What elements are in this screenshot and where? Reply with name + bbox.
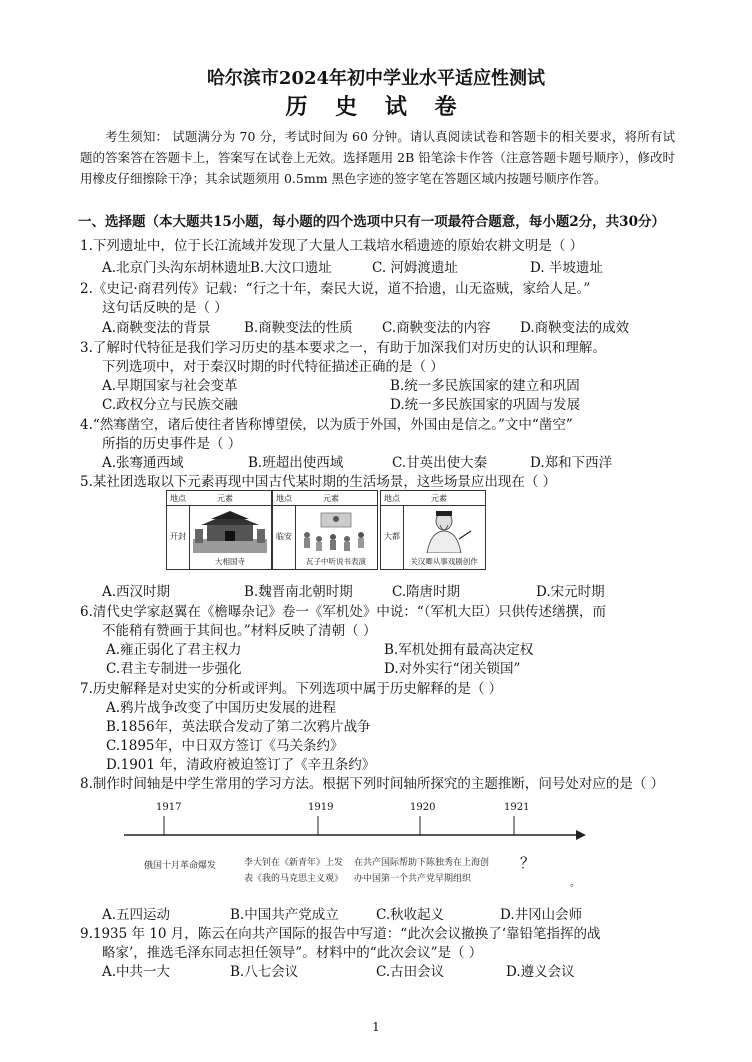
- q4-option-c: C.甘英出使大秦: [392, 455, 488, 471]
- panel-place: 大都: [384, 532, 400, 541]
- timeline-event-1920-line1: 在共产国际帮助下陈独秀在上海创: [354, 858, 490, 868]
- q9-option-c: C.古田会议: [376, 964, 445, 980]
- timeline-year-1917: 1917: [156, 802, 182, 813]
- page-number: 1: [372, 1020, 380, 1034]
- panel-place-label: 地点: [384, 494, 400, 503]
- panel-element-label: 元素: [217, 494, 233, 503]
- q8-option-a: A.五四运动: [102, 907, 171, 923]
- panel-place-label: 地点: [276, 494, 292, 503]
- exam-subtitle: 历 史 试 卷: [285, 94, 467, 120]
- q2-stem-line2: 这句话反映的是（ ）: [102, 300, 228, 316]
- q5-option-d: D.宋元时期: [536, 584, 605, 600]
- timeline-event-1917: 俄国十月革命爆发: [144, 861, 217, 871]
- q9-option-b: B.八七会议: [230, 964, 299, 980]
- q2-stem-line1: 2.《史记·商君列传》记载：“行之十年，秦民大说，道不拾遗，山无盗贼，家给人足。”: [80, 281, 591, 297]
- q3-option-b: B.统一多民族国家的建立和巩固: [390, 378, 580, 394]
- q7-option-a: A.鸦片战争改变了中国历史发展的进程: [106, 700, 337, 716]
- panel-place: 开封: [170, 532, 186, 541]
- q3-stem-line2: 下列选项中，对于秦汉时期的时代特征描述正确的是（ ）: [102, 359, 444, 375]
- q8-timeline: [118, 800, 588, 895]
- q1-stem: 1.下列遗址中，位于长江流域并发现了大量人工栽培水稻遗迹的原始农耕文明是（ ）: [80, 238, 584, 254]
- q3-option-c: C.政权分立与民族交融: [102, 397, 238, 413]
- q4-option-b: B.班超出使西域: [248, 455, 344, 471]
- q7-option-b: B.1856年，英法联合发动了第二次鸦片战争: [106, 719, 371, 735]
- timeline-year-1921: 1921: [504, 802, 530, 813]
- timeline-year-1920: 1920: [410, 802, 436, 813]
- q5-panel-linan: [272, 490, 378, 570]
- q9-option-d: D.遵义会议: [506, 964, 575, 980]
- q6-option-c: C.君主专制进一步强化: [106, 661, 242, 677]
- q5-option-c: C.隋唐时期: [392, 584, 461, 600]
- timeline-event-1920-line2: 办中国第一个共产党早期组织: [354, 874, 472, 884]
- q8-option-b: B.中国共产党成立: [230, 907, 339, 923]
- guan-hanqing-image: [407, 509, 481, 553]
- panel-caption: 瓦子中听说书表演: [306, 557, 366, 566]
- q1-option-b: B.大汶口遗址: [250, 260, 332, 276]
- q4-stem-line1: 4.“然骞凿空，诸后使往者皆称博望侯，以为质于外国，外国由是信之。”文中“凿空”: [80, 417, 573, 433]
- timeline-event-1919-line1: 李大钊在《新青年》上发: [244, 858, 344, 868]
- q9-option-a: A.中共一大: [102, 964, 171, 980]
- q9-stem-line2: 略家’，推选毛泽东同志担任领导”。材料中的“此次会议”是（ ）: [102, 945, 483, 961]
- exam-notice: 考生须知： 试题满分为 70 分，考试时间为 60 分钟。请认真阅读试卷和答题卡的相关要求，将所有试题的答案答在答题卡上，答案写在试卷上无效。选择题用 2B 铅笔涂卡作答（注意答题卡题号顺序），修改时用橡皮仔细擦除干净；其余试题须用 0.5mm 黑色字迹的签字笔在答题区域内按题号顺序作答。: [80, 129, 675, 186]
- temple-image: [193, 509, 267, 553]
- q7-stem: 7.历史解释是对史实的分析或评判。下列选项中属于历史解释的是（ ）: [80, 681, 503, 697]
- q3-option-a: A.早期国家与社会变革: [102, 378, 238, 394]
- q5-option-b: B.魏晋南北朝时期: [244, 584, 353, 600]
- q5-panel-kaifeng: [166, 490, 272, 570]
- panel-place: 临安: [276, 532, 292, 541]
- q6-option-b: B.军机处拥有最高决定权: [384, 642, 534, 658]
- q7-option-c: C.1895年，中日双方签订《马关条约》: [106, 738, 344, 754]
- q2-option-b: B.商鞅变法的性质: [244, 320, 353, 336]
- q6-option-d: D.对外实行“闭关锁国”: [384, 661, 521, 677]
- q8-stem: 8.制作时间轴是中学生常用的学习方法。根据下列时间轴所探究的主题推断，问号处对应的是（ ）: [80, 776, 665, 792]
- q5-option-a: A.西汉时期: [102, 584, 171, 600]
- q6-stem-line2: 不能稍有赞画于其间也。”材料反映了清朝（ ）: [102, 623, 377, 639]
- storytelling-image: [299, 509, 373, 553]
- panel-caption: 大相国寺: [215, 557, 245, 566]
- q5-panel-dadu: [380, 490, 486, 570]
- q2-option-a: A.商鞅变法的背景: [102, 320, 211, 336]
- q7-option-d: D.1901 年，清政府被迫签订了《辛丑条约》: [106, 757, 376, 773]
- q4-option-d: D.郑和下西洋: [530, 455, 613, 471]
- q3-stem-line1: 3.了解时代特征是我们学习历史的基本要求之一，有助于加深我们对历史的认识和理解。: [80, 340, 606, 356]
- q2-option-c: C.商鞅变法的内容: [382, 320, 491, 336]
- panel-element-label: 元素: [323, 494, 339, 503]
- timeline-event-1919-line2: 表《我的马克思主义观》: [244, 874, 344, 884]
- timeline-question-mark: ？: [520, 854, 536, 872]
- q1-option-d: D. 半坡遗址: [530, 260, 603, 276]
- exam-title: 哈尔滨市2024年初中学业水平适应性测试: [206, 68, 546, 89]
- timeline-dot: 。: [570, 878, 580, 889]
- q9-stem-line1: 9.1935 年 10 月，陈云在向共产国际的报告中写道：“此次会议撤换了‘靠铅笔指挥的战: [80, 926, 601, 942]
- q1-option-c: C. 河姆渡遗址: [372, 260, 458, 276]
- q8-option-d: D.井冈山会师: [500, 907, 583, 923]
- panel-place-label: 地点: [170, 494, 186, 503]
- q4-option-a: A.张骞通西域: [102, 455, 184, 471]
- q1-option-a: A.北京门头沟东胡林遗址: [102, 260, 252, 276]
- section-heading: 一、选择题（本大题共15小题，每小题的四个选项中只有一项最符合题意，每小题2分，共30分）: [78, 214, 665, 230]
- timeline-year-1919: 1919: [308, 802, 334, 813]
- panel-element-label: 元素: [431, 494, 447, 503]
- q8-option-c: C.秋收起义: [376, 907, 445, 923]
- q6-stem-line1: 6.清代史学家赵翼在《檐曝杂记》卷一《军机处》中说：“（军机大臣）只供传述缮撰，而: [80, 604, 607, 620]
- q3-option-d: D.统一多民族国家的巩固与发展: [390, 397, 581, 413]
- q6-option-a: A.雍正弱化了君主权力: [106, 642, 242, 658]
- panel-caption: 关汉卿从事戏剧创作: [410, 557, 478, 566]
- q4-stem-line2: 所指的历史事件是（ ）: [102, 436, 242, 452]
- q5-stem: 5.某社团选取以下元素再现中国古代某时期的生活场景，这些场景应出现在（ ）: [80, 474, 557, 490]
- q2-option-d: D.商鞅变法的成效: [520, 320, 630, 336]
